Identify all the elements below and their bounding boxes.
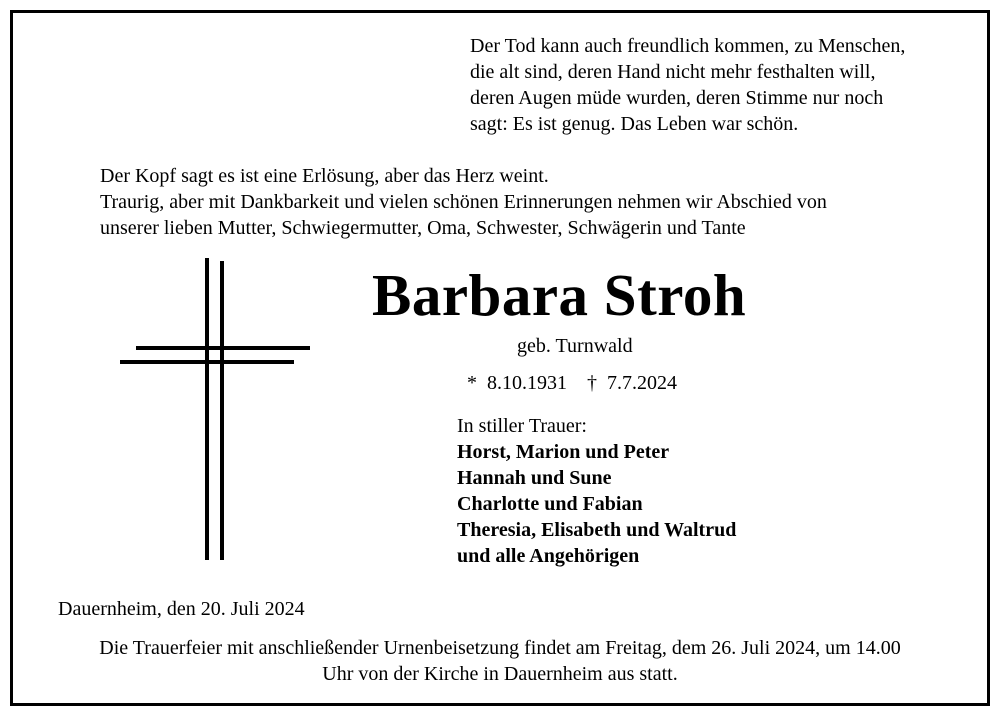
poem-line: deren Augen müde wurden, deren Stimme nur noch — [470, 87, 884, 109]
double-line-cross-icon — [118, 258, 318, 568]
intro-line: unserer lieben Mutter, Schwiegermutter, Oma, Schwester, Schwägerin und Tante — [100, 217, 746, 239]
place-date: Dauernheim, den 20. Juli 2024 — [58, 598, 305, 620]
mourner-name: Hannah und Sune — [457, 467, 612, 489]
mourner-name: Charlotte und Fabian — [457, 493, 643, 515]
intro-line: Der Kopf sagt es ist eine Erlösung, aber das Herz weint. — [100, 165, 549, 187]
intro-text — [100, 163, 827, 241]
mourners-block — [457, 413, 736, 569]
poem-line: Der Tod kann auch freundlich kommen, zu Menschen, — [470, 35, 906, 57]
poem-line: die alt sind, deren Hand nicht mehr festhalten will, — [470, 61, 876, 83]
life-dates: * 8.10.1931 † 7.7.2024 — [467, 372, 677, 394]
poem-line: sagt: Es ist genug. Das Leben war schön. — [470, 113, 799, 135]
poem-quote — [470, 33, 905, 137]
mourner-name: und alle Angehörigen — [457, 545, 640, 567]
birth-name: geb. Turnwald — [517, 335, 633, 357]
intro-line: Traurig, aber mit Dankbarkeit und vielen schönen Erinnerungen nehmen wir Abschied von — [100, 191, 827, 213]
deceased-name: Barbara Stroh — [372, 262, 747, 328]
mourner-name: Horst, Marion und Peter — [457, 441, 670, 463]
mourner-name: Theresia, Elisabeth und Waltrud — [457, 519, 737, 541]
funeral-line: Uhr von der Kirche in Dauernheim aus statt. — [322, 663, 678, 685]
mourners-heading: In stiller Trauer: — [457, 415, 587, 437]
funeral-line: Die Trauerfeier mit anschließender Urnenbeisetzung findet am Freitag, dem 26. Juli 2024, um 14.00 — [99, 637, 901, 659]
funeral-info — [0, 635, 1000, 687]
